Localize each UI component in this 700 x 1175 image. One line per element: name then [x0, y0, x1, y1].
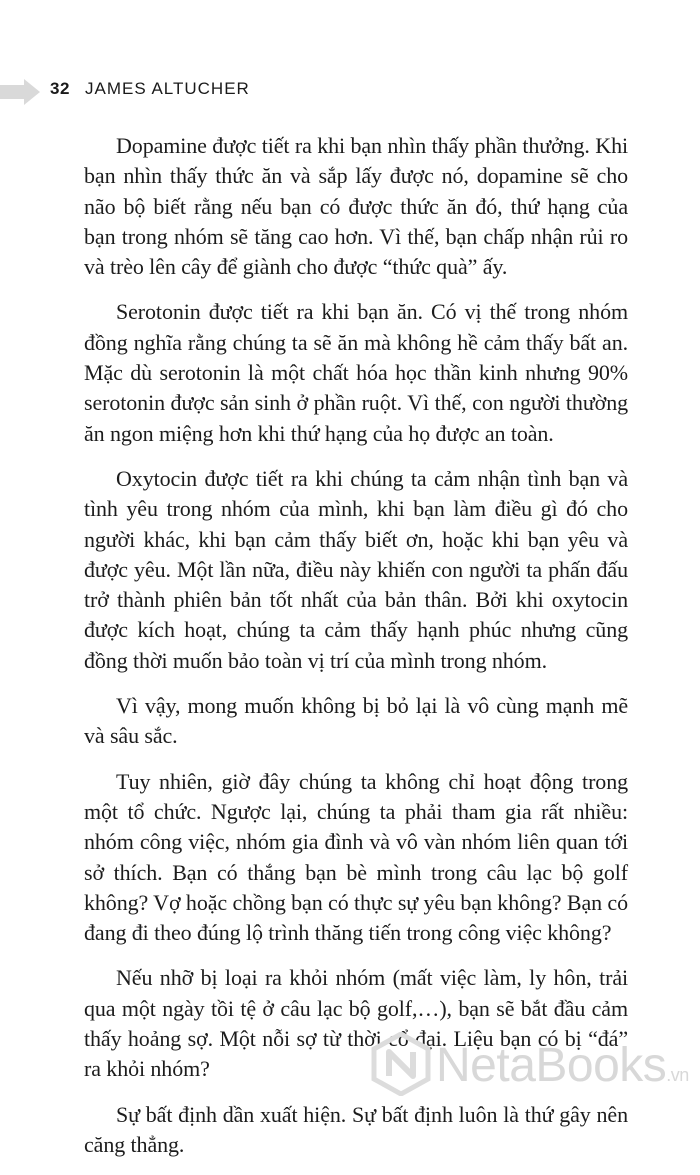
running-header: [0, 72, 700, 112]
author-name: JAMES ALTUCHER: [85, 79, 250, 98]
watermark-brand: NetaBooks.vn: [436, 1039, 689, 1092]
netabooks-logo-icon: [370, 1032, 432, 1096]
book-text: [84, 131, 628, 1175]
paragraph-desire: Vì vậy, mong muốn không bị bỏ lại là vô cùng mạnh mẽ và sâu sắc.: [84, 693, 628, 749]
paragraph-fear: Nếu nhỡ bị loại ra khỏi nhóm (mất việc làm, ly hôn, trải qua một ngày tồi tệ ở câu lạc bộ golf,…), bạn sẽ bắt đầu cảm thấy hoảng sợ. Một nỗi sợ từ thời cổ đại. Liệu bạn có bị “đá” ra khỏi nhóm?: [84, 965, 628, 1082]
paragraph-uncertainty: Sự bất định dần xuất hiện. Sự bất định luôn là thứ gây nên căng thẳng.: [84, 1101, 628, 1157]
page-number: 32: [50, 79, 70, 98]
arrow-right-icon: [0, 79, 40, 105]
paragraph-oxytocin: Oxytocin được tiết ra khi chúng ta cảm nhận tình bạn và tình yêu trong nhóm của mình, khi bạn làm điều gì đó cho người khác, khi bạn cảm thấy biết ơn, hoặc khi bạn yêu và được yêu. Một lần nữa, điều này khiến con người ta phấn đấu trở thành phiên bản tốt nhất của bản thân. Bởi khi oxytocin được kích hoạt, chúng ta cảm thấy hạnh phúc nhưng cũng đồng thời muốn bảo toàn vị trí của mình trong nhóm.: [84, 465, 628, 673]
watermark-suffix: .vn: [666, 1065, 689, 1085]
paragraph-serotonin: Serotonin được tiết ra khi bạn ăn. Có vị thế trong nhóm đồng nghĩa rằng chúng ta sẽ ăn mà không hề cảm thấy bất an. Mặc dù serotonin là một chất hóa học thần kinh nhưng 90% serotonin được sản sinh ở phần ruột. Vì thế, con người thường ăn ngon miệng hơn khi thứ hạng của họ được an toàn.: [84, 299, 628, 446]
watermark: [364, 1020, 700, 1120]
paragraph-groups: Tuy nhiên, giờ đây chúng ta không chỉ hoạt động trong một tổ chức. Ngược lại, chúng ta phải tham gia rất nhiều: nhóm công việc, nhóm gia đình và vô vàn nhóm liên quan tới sở thích. Bạn có thắng bạn bè mình trong câu lạc bộ golf không? Vợ hoặc chồng bạn có thực sự yêu bạn không? Bạn có đang đi theo đúng lộ trình thăng tiến trong công việc không?: [84, 768, 628, 946]
paragraph-dopamine: Dopamine được tiết ra khi bạn nhìn thấy phần thưởng. Khi bạn nhìn thấy thức ăn và sắp lấy được nó, dopamine sẽ cho não bộ biết rằng nếu bạn có được thức ăn đó, thứ hạng của bạn trong nhóm sẽ tăng cao hơn. Vì thế, bạn chấp nhận rủi ro và trèo lên cây để giành cho được “thức quà” ấy.: [84, 133, 628, 280]
